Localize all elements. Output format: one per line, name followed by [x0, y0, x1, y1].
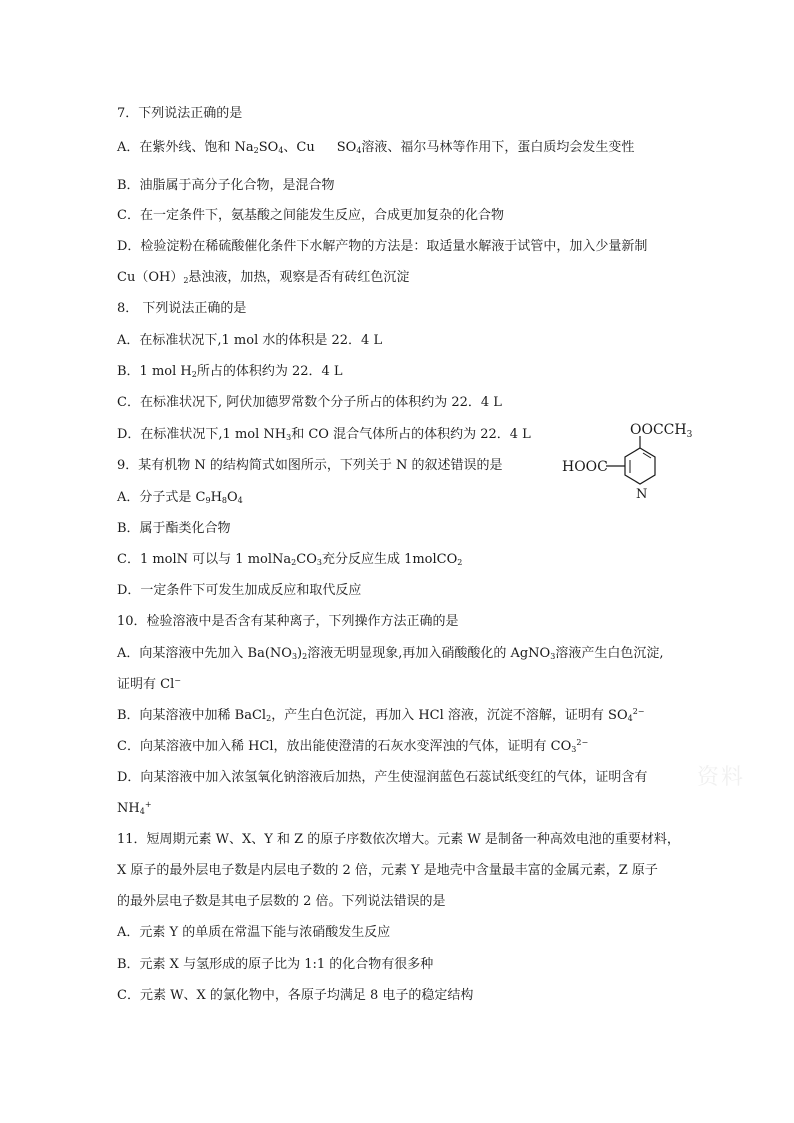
q9-option-d: D．一定条件下可发生加成反应和取代反应: [117, 583, 362, 598]
structure-substituent-ester: $OOCCH_3$: [630, 422, 693, 440]
q7-stem: 7．下列说法正确的是: [117, 106, 243, 121]
q8-option-a: A．在标准状况下,1 mol 水的体积是 22．4 L: [117, 333, 383, 348]
q11-stem-line2: X 原子的最外层电子数是内层电子数的 2 倍，元素 Y 是地壳中含量最丰富的金属元素，Z 原子: [117, 863, 658, 878]
q10-option-c: C．向某溶液中加入稀 HCl，放出能使澄清的石灰水变浑浊的气体，证明有 $CO_3^{2-}$: [117, 738, 589, 754]
q7-option-c: C．在一定条件下，氨基酸之间能发生反应，合成更加复杂的化合物: [117, 208, 504, 223]
q9-option-c: C．1 molN 可以与 1 $molNa_2CO_3$充分反应生成 1molCO$_2$: [117, 552, 463, 567]
q8-option-b: B．1 mol $H_2$所占的体积约为 22．4 L: [117, 364, 343, 379]
q10-option-a: A．向某溶液中先加入 $Ba(NO_3)_2$溶液无明显现象,再加入硝酸酸化的 AgNO$_3$溶液产生白色沉淀,: [117, 646, 664, 661]
q11-option-b: B．元素 X 与氢形成的原子比为 1:1 的化合物有很多种: [117, 957, 434, 972]
q10-option-a-cont: 证明有 Cl−: [117, 676, 181, 692]
q11-stem-line3: 的最外层电子数是其电子层数的 2 倍。下列说法错误的是: [117, 894, 446, 909]
q7-option-a: A．在紫外线、饱和 $Na_2SO_4$、Cu $SO_4$溶液、福尔马林等作用下，蛋白质均会发生变性: [117, 140, 635, 155]
structure-ring-nitrogen: N: [636, 487, 648, 500]
structure-diagram: [560, 418, 700, 500]
q9-option-a: A．分子式是 $C_9H_8O_4$: [117, 490, 243, 505]
watermark: 资料: [697, 765, 746, 790]
q10-option-d: D．向某溶液中加入浓氢氧化钠溶液后加热，产生使湿润蓝色石蕊试纸变红的气体，证明含有: [117, 770, 648, 785]
q10-option-d-cont: $NH_4^+$: [117, 800, 152, 816]
q10-stem: 10．检验溶液中是否含有某种离子，下列操作方法正确的是: [117, 614, 459, 629]
structure-substituent-carboxyl: HOOC: [562, 459, 608, 475]
q9-stem: 9．某有机物 N 的结构简式如图所示，下列关于 N 的叙述错误的是: [117, 458, 503, 473]
q11-option-a: A．元素 Y 的单质在常温下能与浓硝酸发生反应: [117, 925, 391, 940]
q11-stem-line1: 11．短周期元素 W、X、Y 和 Z 的原子序数依次增大。元素 W 是制备一种高效电池的重要材料，: [117, 832, 680, 847]
q7-option-d: D．检验淀粉在稀硫酸催化条件下水解产物的方法是：取适量水解液于试管中，加入少量新制: [117, 239, 648, 254]
q9-option-b: B．属于酯类化合物: [117, 521, 231, 536]
q7-option-b: B．油脂属于高分子化合物，是混合物: [117, 178, 335, 193]
q7-option-d-cont: $Cu(OH)_2$悬浊液，加热，观察是否有砖红色沉淀: [117, 270, 410, 285]
q8-option-d: D．在标准状况下,1 mol $NH_3$和 CO 混合气体所占的体积约为 22．4 L: [117, 427, 531, 442]
q8-stem: 8． 下列说法正确的是: [117, 301, 247, 316]
q11-option-c: C．元素 W、X 的氯化物中，各原子均满足 8 电子的稳定结构: [117, 988, 474, 1003]
q10-option-b: B．向某溶液中加稀 BaCl$_2$，产生白色沉淀，再加入 HCl 溶液，沉淀不溶解，证明有 $SO_4^{2-}$: [117, 707, 645, 723]
q8-option-c: C．在标准状况下, 阿伏加德罗常数个分子所占的体积约为 22．4 L: [117, 395, 502, 410]
